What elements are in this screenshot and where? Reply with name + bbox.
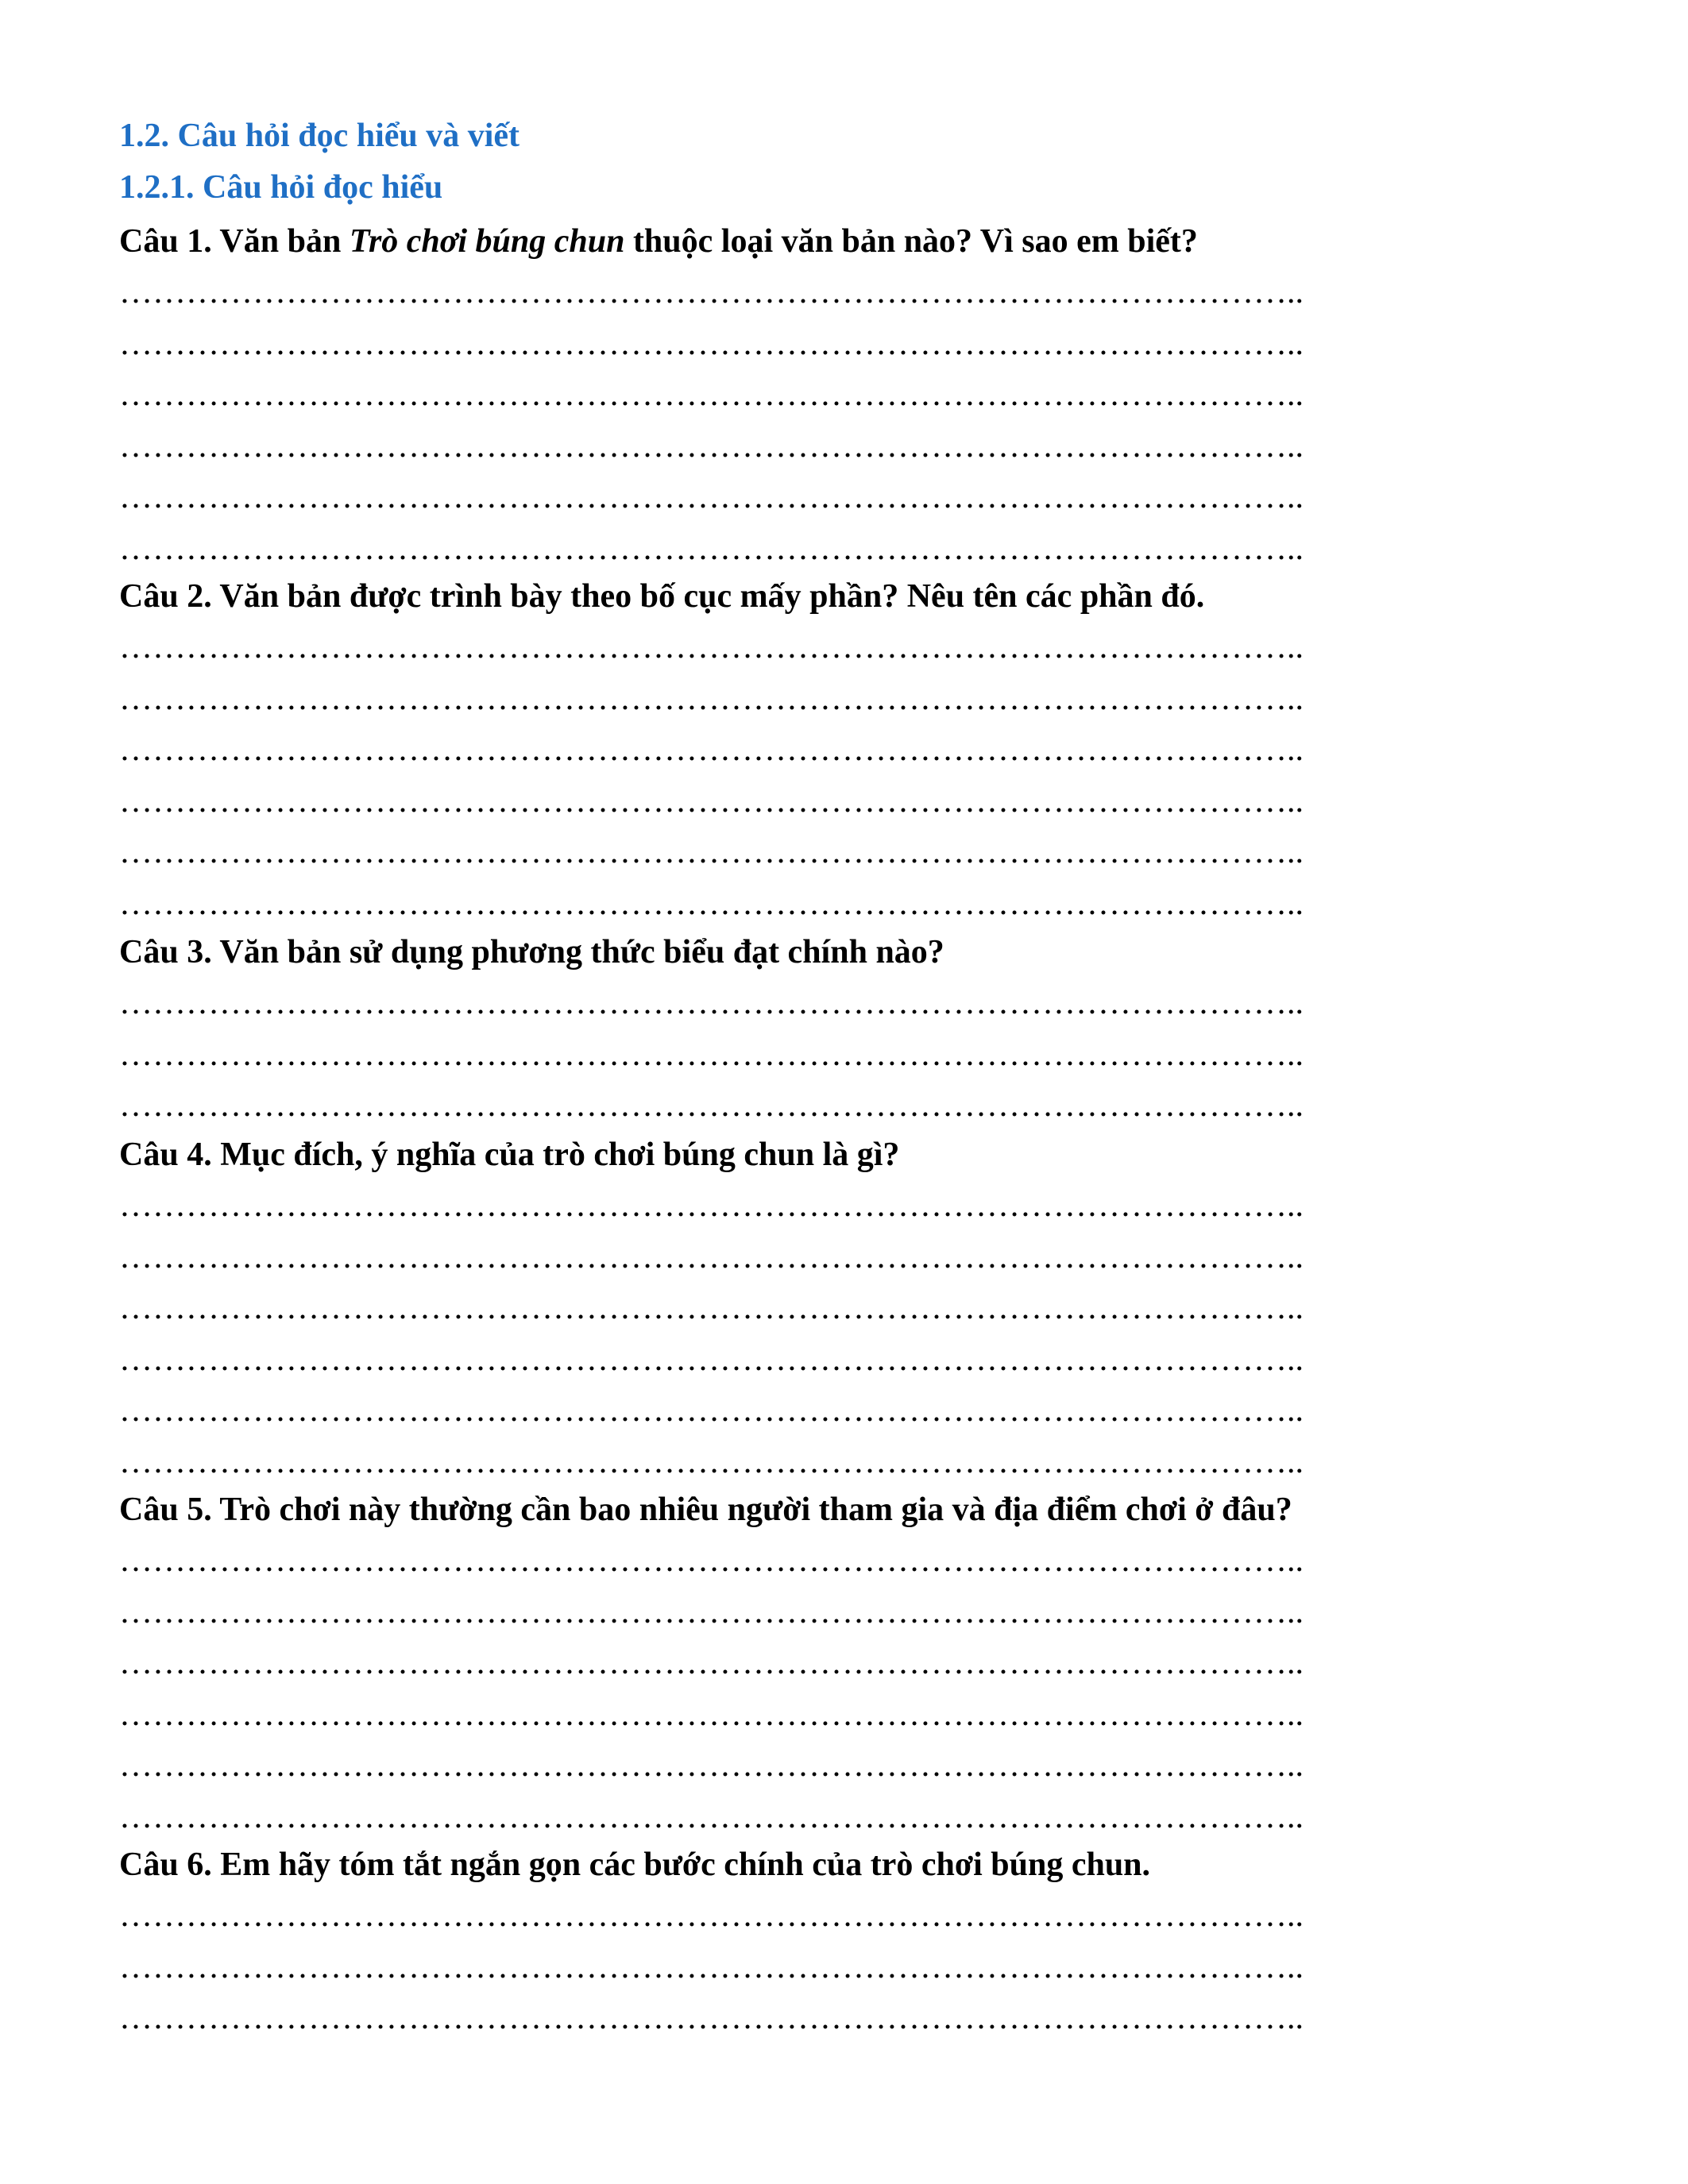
question-text-end: thuộc loại văn bản nào? Vì sao em biết? (624, 223, 1198, 260)
answer-line[interactable]: …………………………………………………………………………………………….. (119, 531, 1304, 565)
answer-line[interactable]: …………………………………………………………………………………………….. (119, 1646, 1304, 1680)
answer-line[interactable]: …………………………………………………………………………………………….. (119, 1240, 1304, 1274)
answer-line[interactable]: …………………………………………………………………………………………….. (119, 1189, 1304, 1222)
question-6 (119, 1848, 1150, 1881)
question-text: Câu 4. Mục đích, ý nghĩa của trò chơi búng chun là gì? (119, 1136, 900, 1173)
answer-line[interactable]: …………………………………………………………………………………………….. (119, 480, 1304, 514)
answer-line[interactable]: …………………………………………………………………………………………….. (119, 276, 1304, 309)
question-text: Câu 5. Trò chơi này thường cần bao nhiêu người tham gia và địa điểm chơi ở đâu? (119, 1491, 1292, 1528)
answer-line[interactable]: …………………………………………………………………………………………….. (119, 1342, 1304, 1376)
question-text: Câu 3. Văn bản sử dụng phương thức biểu đạt chính nào? (119, 934, 944, 970)
answer-line[interactable]: …………………………………………………………………………………………….. (119, 1544, 1304, 1577)
answer-line[interactable]: …………………………………………………………………………………………….. (119, 429, 1304, 463)
question-title-italic: Trò chơi búng chun (349, 223, 625, 260)
answer-line[interactable]: …………………………………………………………………………………………….. (119, 1697, 1304, 1731)
answer-line[interactable]: …………………………………………………………………………………………….. (119, 886, 1304, 920)
answer-line[interactable]: …………………………………………………………………………………………….. (119, 733, 1304, 766)
question-text: Câu 6. Em hãy tóm tắt ngắn gọn các bước chính của trò chơi búng chun. (119, 1846, 1151, 1883)
question-4 (119, 1138, 899, 1171)
answer-line[interactable]: …………………………………………………………………………………………….. (119, 378, 1304, 411)
answer-line[interactable]: …………………………………………………………………………………………….. (119, 1595, 1304, 1629)
question-1 (119, 225, 1198, 258)
question-text: Câu 1. Văn bản (119, 223, 350, 260)
answer-line[interactable]: …………………………………………………………………………………………….. (119, 986, 1304, 1020)
answer-line[interactable]: …………………………………………………………………………………………….. (119, 1899, 1304, 1932)
answer-line[interactable]: …………………………………………………………………………………………….. (119, 835, 1304, 869)
answer-line[interactable]: …………………………………………………………………………………………….. (119, 631, 1304, 664)
answer-line[interactable]: …………………………………………………………………………………………….. (119, 784, 1304, 818)
question-text: Câu 2. Văn bản được trình bày theo bố cục mấy phần? Nêu tên các phần đó. (119, 578, 1205, 615)
section-heading: 1.2. Câu hỏi đọc hiểu và viết (119, 118, 520, 154)
answer-line[interactable]: …………………………………………………………………………………………….. (119, 1749, 1304, 1782)
answer-line[interactable]: …………………………………………………………………………………………….. (119, 1291, 1304, 1325)
answer-line[interactable]: …………………………………………………………………………………………….. (119, 1445, 1304, 1479)
answer-line[interactable]: …………………………………………………………………………………………….. (119, 681, 1304, 716)
subsection-heading: 1.2.1. Câu hỏi đọc hiểu (119, 169, 443, 206)
question-2 (119, 580, 1204, 613)
answer-line[interactable]: …………………………………………………………………………………………….. (119, 1394, 1304, 1427)
answer-line[interactable]: …………………………………………………………………………………………….. (119, 1037, 1304, 1071)
answer-line[interactable]: …………………………………………………………………………………………….. (119, 326, 1304, 361)
answer-line[interactable]: …………………………………………………………………………………………….. (119, 1800, 1304, 1834)
answer-line[interactable]: …………………………………………………………………………………………….. (119, 1089, 1304, 1122)
answer-line[interactable]: …………………………………………………………………………………………….. (119, 1950, 1304, 1984)
question-5 (119, 1493, 1292, 1526)
answer-line[interactable]: …………………………………………………………………………………………….. (119, 2001, 1304, 2035)
question-3 (119, 936, 944, 969)
